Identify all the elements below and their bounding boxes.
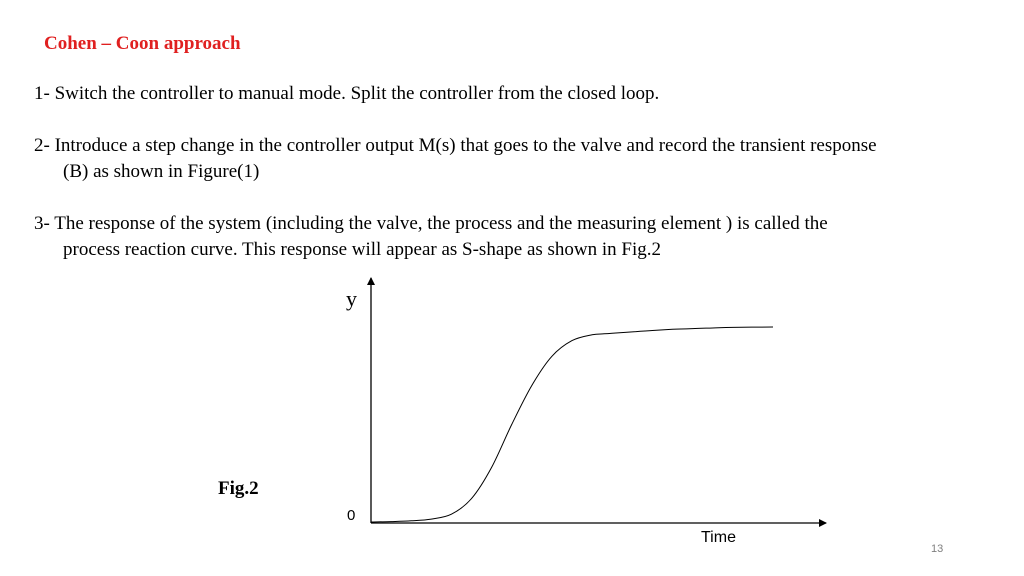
paragraph-text-continuation: (B) as shown in Figure(1): [63, 161, 260, 182]
paragraph-text: 1- Switch the controller to manual mode. Split the controller from the closed loop.: [34, 83, 660, 104]
figure-caption: Fig.2: [218, 478, 259, 499]
paragraph-text-continuation: process reaction curve. This response will appear as S-shape as shown in Fig.2: [63, 239, 662, 260]
x-axis-label: Time: [701, 529, 736, 546]
y-axis-label: y: [346, 286, 357, 311]
series-line-process-reaction-curve: [371, 327, 773, 522]
y-origin-label: 0: [347, 507, 356, 524]
page-number: 13: [931, 543, 944, 555]
paragraph-text: 3- The response of the system (including the valve, the process and the measuring element ) is called the: [34, 213, 828, 234]
slide-title: Cohen – Coon approach: [44, 33, 241, 54]
paragraph-text: 2- Introduce a step change in the controller output M(s) that goes to the valve and record the transient response: [34, 135, 877, 156]
